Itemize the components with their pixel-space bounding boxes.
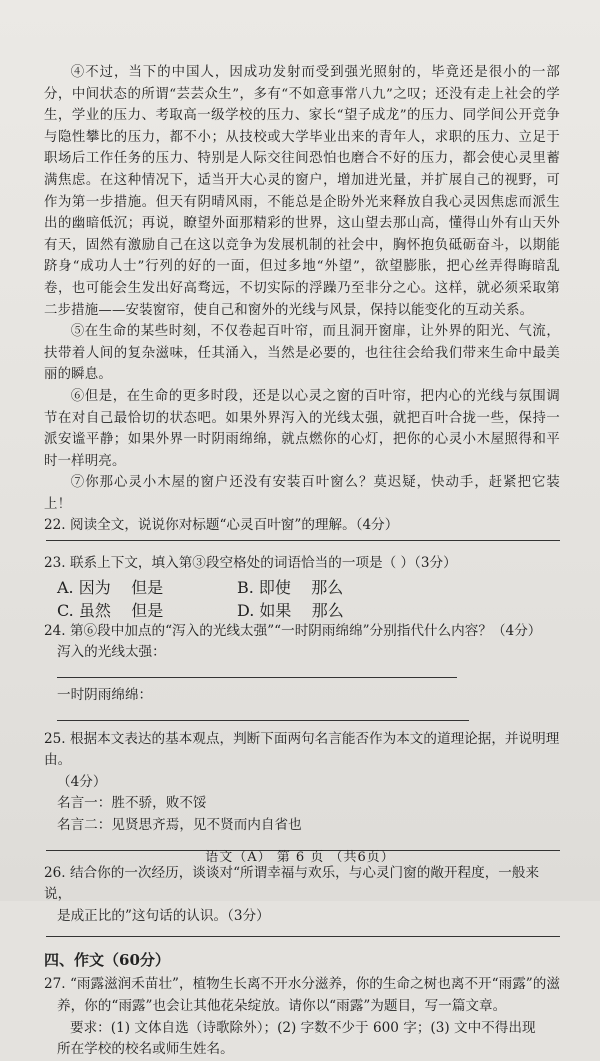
question-26-line2: 是成正比的”这句话的认识。（3分） [57, 907, 270, 924]
question-23: 23. 联系上下文，填入第③段空格处的词语恰当的一项是（ ）（3分） [44, 555, 457, 572]
question-27-line1: 27. “雨露滋润禾苗壮”，植物生长离不开水分滋养，你的生命之树也离不开“雨露”的滋 [44, 976, 560, 993]
passage-paragraph-6: ⑥但是，在生命的更多时段，还是以心灵之窗的百叶帘，把内心的光线与氛围调节在对自己最恰切的状态吧。如果外界泻入的光线太强，就把百叶合拢一些，保持一派安谧平静；如果外界一时阴雨绵绵，就点燃你的心灯，把你的心灵小木屋照得和平时一样明亮。 [44, 388, 560, 469]
question-25-score: （4分） [57, 773, 107, 790]
passage-paragraph-5: ⑤在生命的某些时刻，不仅卷起百叶帘，而且洞开窗扉，让外界的阳光、气流，扶带着人间的复杂滋味，任其涌入，当然是必要的，也往往会给我们带来生命中最美丽的瞬息。 [44, 324, 560, 383]
question-24: 24. 第⑥段中加点的“泻入的光线太强”“一时阴雨绵绵”分别指代什么内容？（4分） [44, 622, 542, 639]
option-b[interactable]: B. 即使 那么 [237, 577, 344, 597]
question-26-line1: 26. 结合你的一次经历，谈谈对“所谓幸福与欢乐，与心灵门窗的敞开程度，一般来说， [44, 864, 540, 903]
question-23-options-row2 [44, 598, 560, 621]
question-24-part-a: 泻入的光线太强： [44, 642, 560, 685]
question-23-options-row1 [44, 575, 560, 598]
answer-line-22[interactable] [46, 539, 560, 541]
question-24-part-b: 一时阴雨绵绵： [44, 685, 560, 728]
answer-blank-24a[interactable] [57, 677, 457, 678]
requirements-line1: 要求：(1) 文体自选（诗歌除外）；(2) 字数不少于 600 字；(3) 文中不得出现 [70, 1019, 536, 1036]
section-4-title: 四、作文（60分） [44, 951, 170, 970]
page-footer: 语文（A） 第 6 页 （共6页） [205, 850, 395, 865]
answer-line-26[interactable] [46, 935, 560, 937]
answer-blank-24b[interactable] [57, 720, 469, 721]
option-a[interactable]: A. 因为 但是 [57, 577, 164, 597]
option-c[interactable]: C. 虽然 但是 [57, 600, 164, 620]
requirements-line2: 所在学校的校名或师生姓名。 [57, 1041, 234, 1058]
passage-paragraph-4: ④不过，当下的中国人，因成功发射而受到强光照射的，毕竟还是很小的一部分，中间状态的所谓“芸芸众生”，多有“不如意事常八九”之叹；还没有走上社会的学生，学业的压力、考取高一级学校的压力、家长“望子成龙”的压力、同学间公开竞争与隐性攀比的压力，都不小；从技校或大学毕业出来的青年人，求职的压力、立足于职场后工作任务的压力、特别是人际交往间恐怕也磨合不好的压力，都会使心灵里蓄满焦虑。在这种情况下，适当开大心灵的窗户，增加进光量，并扩展自己的视野，可作为第一步措施。但天有阴晴风雨，不能总是企盼外光来释放自我心灵因焦虑而派生出的幽暗低沉；再说，瞭望外面那精彩的世界，这山望去那山高，懂得山外有山天外有天，固然有激励自己在这以竞争为发展机制的社会中，胸怀抱负砥砺奋斗，以期能跻身“成功人士”行列的好的一面，但过多地“外望”，欲望膨胀，把心丝弄得晦暗乱卷，也可能会生发出好高骛远，不切实际的浮躁乃至非分之心。这样，就必须采取第二步措施——安装窗帘，使自己和窗外的光线与风景，保持以能变化的互动关系。 [44, 65, 560, 318]
question-27-line2: 养，你的“雨露”也会让其他花朵绽放。请你以“雨露”为题目，写一篇文章。 [57, 997, 507, 1014]
question-25: 25. 根据本文表达的基本观点，判断下面两句名言能否作为本文的道理论据，并说明理由。 [44, 730, 560, 769]
quote-two: 名言二：见贤思齐焉，见不贤而内自省也 [57, 817, 302, 833]
passage-paragraph-7: ⑦你那心灵小木屋的窗户还没有安装百叶窗么？莫迟疑，快动手，赶紧把它装上！ [44, 475, 560, 512]
option-d[interactable]: D. 如果 那么 [237, 600, 344, 620]
question-22: 22. 阅读全文，说说你对标题“心灵百叶窗”的理解。（4分） [44, 517, 399, 534]
quote-one: 名言一：胜不骄，败不馁 [57, 795, 207, 812]
